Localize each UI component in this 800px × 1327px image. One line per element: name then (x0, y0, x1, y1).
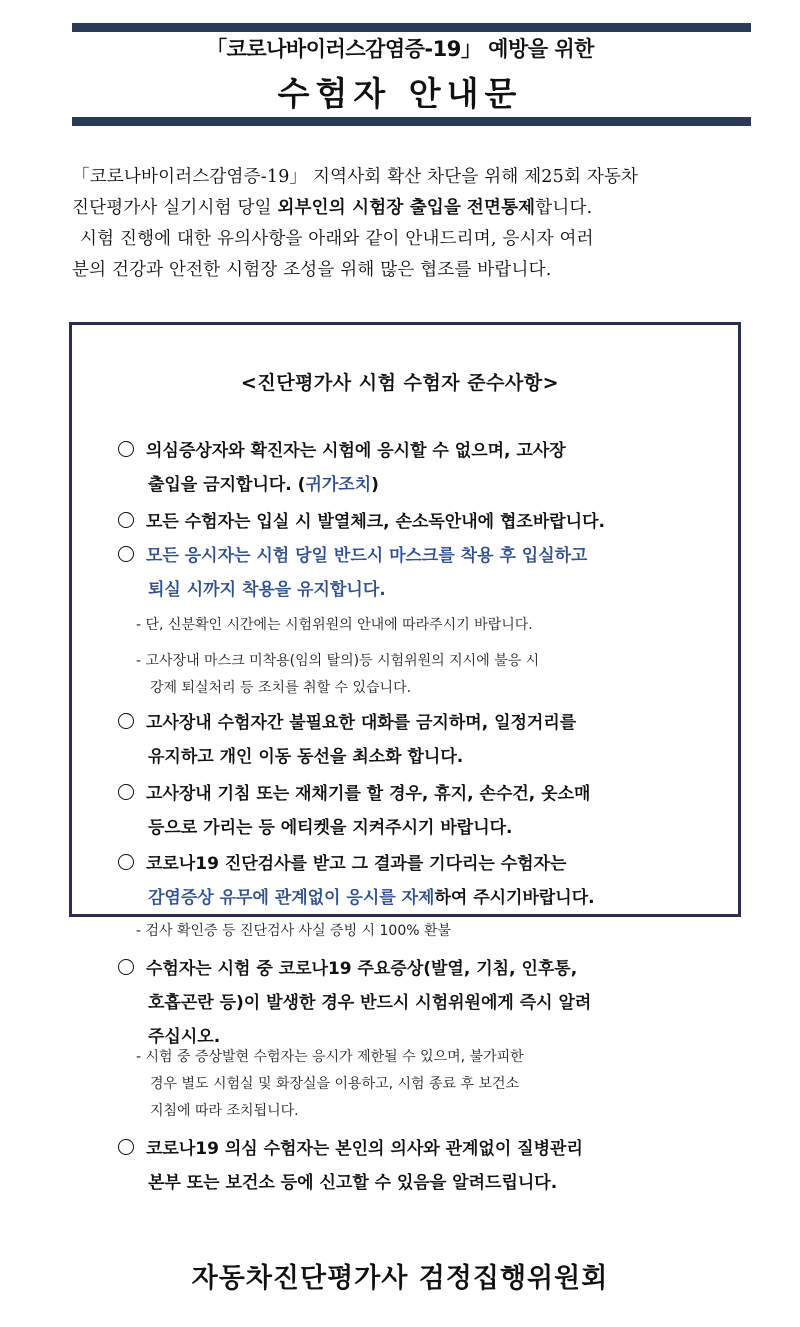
rule-item-5-line-1: 고사장내 기침 또는 재채기를 할 경우, 휴지, 손수건, 옷소매 (146, 784, 591, 804)
circle-bullet-icon (118, 713, 134, 729)
rule-item-1-highlight: 귀가조치 (305, 475, 372, 495)
rule-item-3-line-1: 모든 응시자는 시험 당일 반드시 마스크를 착용 후 입실하고 (146, 546, 588, 566)
rule-item-3 (118, 539, 688, 607)
rule-item-4 (118, 706, 688, 774)
intro-line-2 (72, 193, 752, 224)
rule-item-7-line-1: 수험자는 시험 중 코로나19 주요증상(발열, 기침, 인후통, (146, 959, 578, 979)
rule-item-1-line-1: 의심증상자와 확진자는 시험에 응시할 수 없으며, 고사장 (146, 441, 566, 461)
rule-note-3b (136, 648, 696, 702)
rule-item-8-line-1: 코로나19 의심 수험자는 본인의 의사와 관계없이 질병관리 (146, 1139, 583, 1159)
rule-item-7-line-2: 호흡곤란 등)이 발생한 경우 반드시 시험위원에게 즉시 알려 (148, 993, 592, 1013)
intro-line-1: 「코로나바이러스감염증-19」 지역사회 확산 차단을 위해 제25회 자동차 (72, 167, 639, 187)
rule-item-7 (118, 952, 688, 1054)
rule-item-8 (118, 1132, 688, 1200)
rule-item-6-line-1: 코로나19 진단검사를 받고 그 결과를 기다리는 수험자는 (146, 854, 567, 874)
intro-line-2-end: 합니다. (535, 198, 593, 218)
rule-item-4-line-2: 유지하고 개인 이동 동선을 최소화 합니다. (148, 747, 464, 767)
rule-item-7-line-3: 주십시오. (148, 1027, 221, 1047)
intro-bold-2: 전면통제 (466, 198, 536, 218)
rule-item-6-highlight: 감염증상 유무에 관계없이 응시를 자제 (148, 888, 435, 908)
rule-note-7-line-1: - 시험 중 증상발현 수험자는 응시가 제한될 수 있으며, 불가피한 (136, 1049, 524, 1065)
rule-note-3b-line-1: - 고사장내 마스크 미착용(임의 탈의)등 시험위원의 지시에 불응 시 (136, 653, 540, 669)
circle-bullet-icon (118, 546, 134, 562)
rule-item-1 (118, 434, 688, 502)
rule-item-6 (118, 847, 688, 915)
circle-bullet-icon (118, 512, 134, 528)
rule-item-1-text: 출입을 금지합니다. ( (148, 475, 306, 495)
rules-heading: <진단평가사 시험 수험자 준수사항> (240, 372, 560, 394)
rule-item-5-line-2: 등으로 가리는 등 에티켓을 지켜주시기 바랍니다. (148, 818, 513, 838)
intro-line-4: 분의 건강과 안전한 시험장 조성을 위해 많은 협조를 바랍니다. (72, 260, 552, 280)
rule-item-4-line-1: 고사장내 수험자간 불필요한 대화를 금지하며, 일정거리를 (146, 713, 577, 733)
intro-paragraph (72, 162, 752, 286)
circle-bullet-icon (118, 854, 134, 870)
intro-bold-1: 외부인의 시험장 출입을 (277, 198, 462, 218)
rule-item-3-line-2: 퇴실 시까지 착용을 유지합니다. (148, 580, 386, 600)
rule-item-6-text: 하여 주시기바랍니다. (434, 888, 595, 908)
rule-note-7-line-3: 지침에 따라 조치됩니다. (150, 1103, 299, 1119)
page-subtitle: 「코로나바이러스감염증-19」 예방을 위한 (206, 37, 594, 61)
page-title: 수험자 안내문 (277, 74, 523, 113)
rule-item-2 (118, 505, 688, 539)
rule-item-1-paren: ) (371, 475, 379, 495)
intro-line-2-text: 진단평가사 실기시험 당일 (72, 198, 278, 218)
bottom-rule (72, 117, 751, 126)
rule-note-6: - 검사 확인증 등 진단검사 사실 증빙 시 100% 환불 (136, 923, 452, 939)
issuing-organization: 자동차진단평가사 검정집행위원회 (191, 1263, 609, 1294)
top-rule (72, 23, 751, 32)
rule-note-7 (136, 1044, 696, 1125)
intro-line-3: 시험 진행에 대한 유의사항을 아래와 같이 안내드리며, 응시자 여러 (80, 229, 594, 249)
circle-bullet-icon (118, 959, 134, 975)
rule-item-8-line-2: 본부 또는 보건소 등에 신고할 수 있음을 알려드립니다. (148, 1173, 558, 1193)
circle-bullet-icon (118, 1139, 134, 1155)
rule-item-2-text: 모든 수험자는 입실 시 발열체크, 손소독안내에 협조바랍니다. (146, 512, 605, 532)
rule-item-6-line-2 (118, 881, 688, 915)
rule-note-3a: - 단, 신분확인 시간에는 시험위원의 안내에 따라주시기 바랍니다. (136, 617, 533, 633)
rule-item-1-line-2 (118, 468, 688, 502)
circle-bullet-icon (118, 441, 134, 457)
rule-note-3b-line-2: 강제 퇴실처리 등 조치를 취할 수 있습니다. (150, 680, 412, 696)
rule-item-5 (118, 777, 688, 845)
circle-bullet-icon (118, 784, 134, 800)
rule-note-7-line-2: 경우 별도 시험실 및 화장실을 이용하고, 시험 종료 후 보건소 (150, 1076, 520, 1092)
